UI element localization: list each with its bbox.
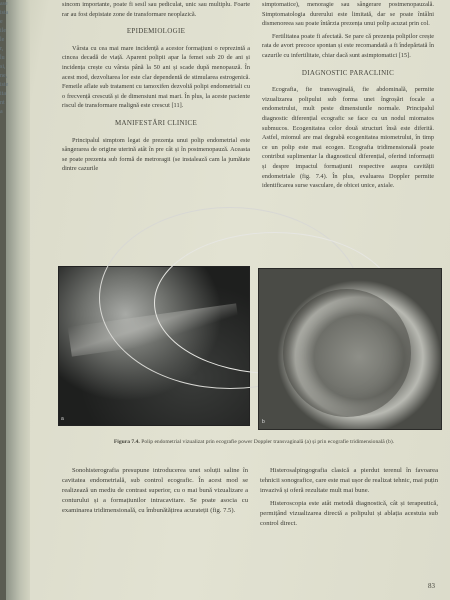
heading-manifestari-clinice: MANIFESTĂRI CLINICE	[114, 118, 198, 127]
ultrasound-3d-image	[258, 268, 442, 430]
previous-page-fragments	[0, 0, 16, 140]
ecografia-paragraph: Ecografia, fie transvaginală, fie abdominală, permite vizualizarea polipului sub forma unei îngroșări focale a endometrului, mult peste dimensiunile normale. Principalul diagnostic diferențial ecografic se face cu un nodul miomatos submucos. Ecogenitatea celor două structuri însă este diferită. Astfel, miomul are mai degrabă ecogenitatea miometrului, în timp ce un polip este mai ecogen. Ecografia tridimensională poate contribui suplimentar la diagnosticul diferențial, oferind informații și despre impactul formațiunii respective asupra cavității endometriale (fig. 7.4). În plus, evaluarea Doppler permite identificarea surse vasculare, de obicei unice, axiale.	[262, 86, 434, 190]
figure-7-4	[58, 266, 440, 428]
heading-epidemiologie: EPIDEMIOLOGIE	[126, 27, 186, 36]
histeroscopia-paragraph: Histeroscopia este atât metodă diagnostică, cât și terapeutică, permițând vizualizarea directă a polipului și ablația acestuia sub control direct.	[260, 500, 438, 527]
gutter-fragment: ase	[0, 1, 8, 7]
gutter-fragment: ile	[0, 28, 6, 34]
image-label-b: b	[262, 419, 265, 425]
figure-caption-text: Polip endometrial vizualizat prin ecografie power Doppler transvaginală (a) și prin ecografie tridimensională (b).	[141, 439, 395, 445]
manifestari-paragraph: Principalul simptom legat de prezența unui polip endometrial este sângerarea de origine uterină atât în pre cât și în postmenopauză. Aceasta se poate prezenta sub formă de metroragii (se instalează cam la jumătate dintre cazurile	[62, 136, 250, 173]
heading-diagnostic-paraclinic: DIAGNOSTIC PARACLINIC	[301, 68, 395, 77]
bottom-left-column	[62, 466, 248, 519]
left-top-paragraph: sincom importante, poate fi sesil sau pediculat, unic sau multiplu. Foarte rar au fost depistate zone de transformare neoplazică.	[62, 1, 250, 18]
gutter-fragment: le	[0, 37, 5, 43]
image-label-a: a	[61, 416, 64, 422]
epidemiologie-paragraph: Vârsta cu cea mai mare incidență a acestor formațiuni o reprezintă a cincea decadă de viață. Aparent polipii apar la femei sub 20 de ani și incidența crește cu vârsta până la 50 ani și scade după menopauză. În acest mod, dezvoltarea lor este clar dependentă de stimularea estrogenică. Femeile aflate sub tratament cu tamoxifen dezvoltă polipi endometriali cu o frecvență crescută și de dimensiuni mai mari. În plus, la aceste paciente riscul de transformare malignă este crescut [11].	[62, 44, 250, 110]
gutter-fragment: ita	[0, 91, 6, 97]
gutter-fragment: ista	[0, 10, 9, 16]
gutter-fragment: ne,	[0, 73, 8, 79]
sonohisterografia-paragraph: Sonohisterografia presupune introducerea unei soluții saline în cavitatea endometrială, sub control ecografic. În acest mod se realizează un mediu de contrast superior, cu o mai bună vizualizare a conturului și a formațiunilor intracavitare. Se poate asocia cu examinarea tridimensională, cu îmbunătățirea acurateții (fig. 7.5).	[62, 467, 248, 514]
gutter-fragment: lu	[0, 55, 5, 61]
bottom-right-column	[260, 466, 438, 532]
figure-caption	[68, 438, 440, 446]
figure-caption-number: Figura 7.4.	[113, 439, 140, 445]
left-column	[62, 0, 250, 177]
gutter-fragment: r,	[0, 46, 4, 52]
gutter-fragment: iste	[0, 82, 9, 88]
right-paragraph-1: simptomatice), menoragie sau sângerare postmenopauzală. Simptomatologia durerului este limitată, dar se poate întâlni dismenoreea sau poate întârzia prezența unui polip acuzat prin col.	[262, 1, 434, 28]
polyp-rim	[283, 289, 411, 417]
gutter-fragment: si,	[0, 64, 6, 70]
right-column	[262, 0, 434, 194]
histerosalpingografia-paragraph: Histerosalpingografia clasică a pierdut terenul în favoarea tehnicii sonografice, care este mai ușor de realizat tehnic, mai puțin invazivă și oferă rezultate mult mai bune.	[260, 467, 438, 494]
ultrasound-doppler-image	[58, 266, 250, 426]
gutter-fragment: a	[0, 109, 3, 115]
page-number: 83	[428, 582, 435, 590]
right-paragraph-2: Fertilitatea poate fi afectată. Se pare că prezența polipilor crește rata de avort precoce spontan și este recomandată a fi îndepărtată în cazurile cu infertilitate, chiar dacă sunt asimptomatici [15].	[262, 32, 434, 59]
gutter-fragment: e	[0, 19, 3, 25]
gutter-fragment: nt	[0, 100, 5, 106]
